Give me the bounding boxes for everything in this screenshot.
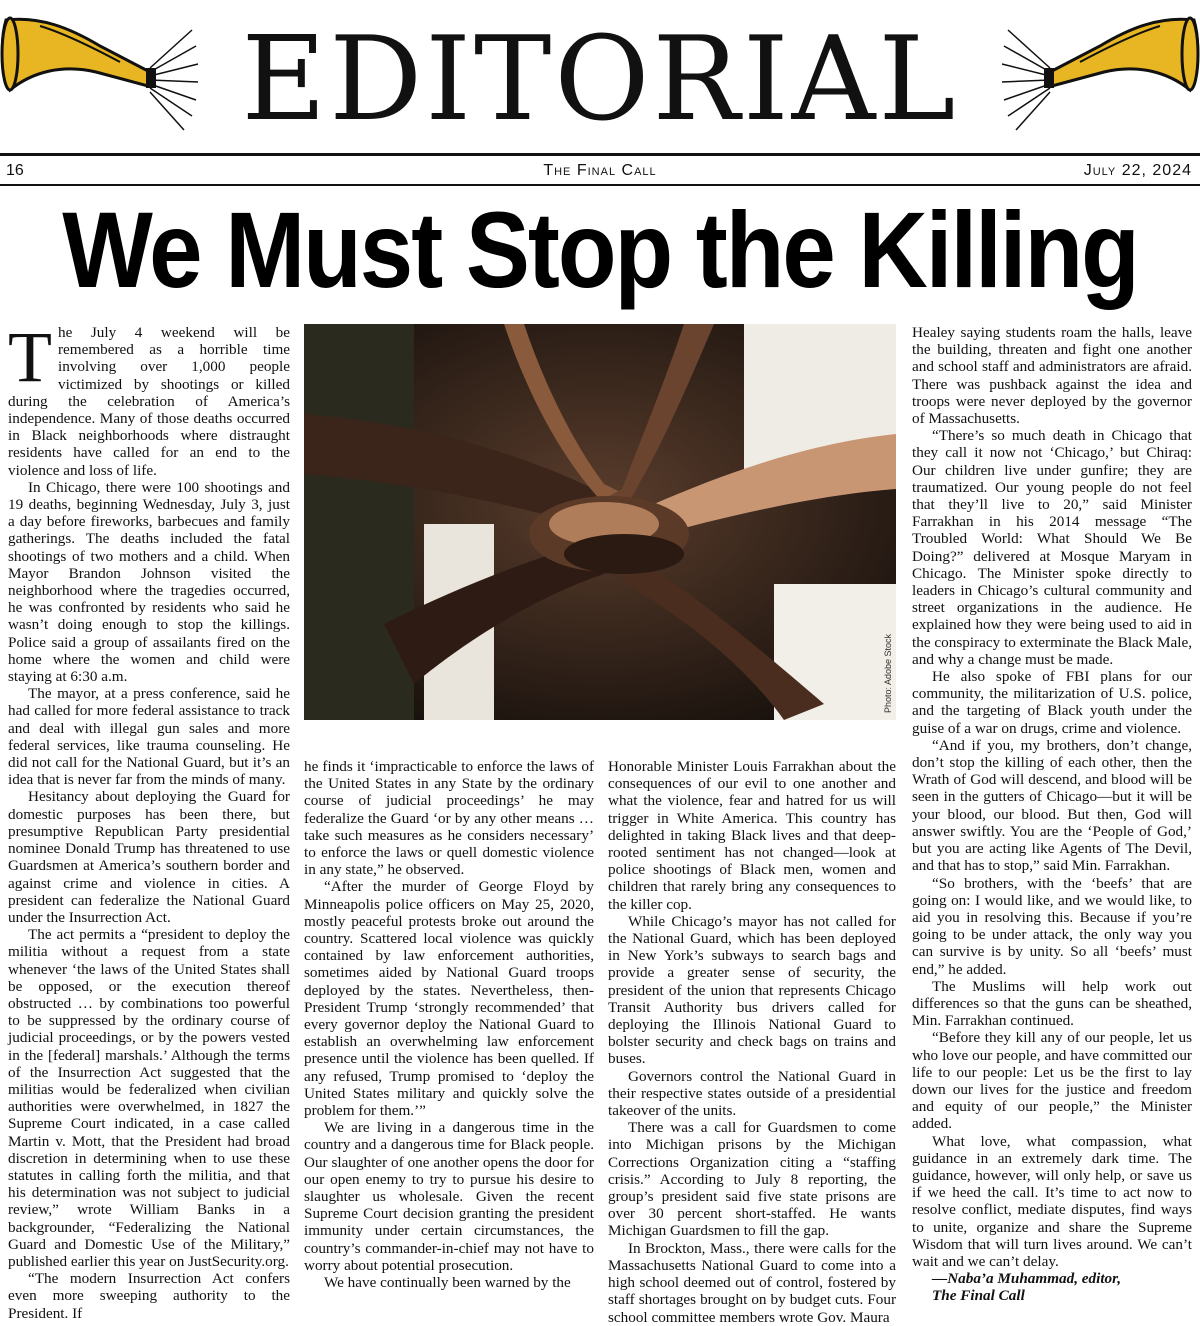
paragraph: Healey saying students roam the halls, leave the building, threaten and fight one another and school staff and administrators are afraid. There was pushback against the idea and troops were never deployed by the governor of Massachusetts.: [912, 324, 1192, 428]
paragraph: We have continually been warned by the: [324, 1274, 571, 1292]
paragraph: He also spoke of FBI plans for our community, the militarization of U.S. police, and the targeting of Black youth under the guise of a war on drugs, crime and violence.: [912, 668, 1192, 737]
paragraph: What love, what compassion, what guidance in an extremely dark time. The guidance, however, will only help, or save us if we heed the call. It’s time to act now to resolve conflict, mediate disputes, find ways to unite, organize and share the Supreme Wisdom that will turn lives around. We can’t wait and we can’t delay.: [912, 1132, 1192, 1270]
drop-cap: T: [8, 317, 52, 397]
paragraph: The act permits a “president to deploy the militia without a request from a state whenever ‘the laws of the United States shall be opposed, or the execution thereof obstructed … by combinations too powerful to be suppressed by the ordinary course of judicial proceedings, or by the powers vested in the [federal] marshals.’ Although the terms of the Insurrection Act suggested that the militias would be federalized when civilian authorities were overwhelmed, in 1827 the Supreme Court indicated, in a case called Martin v. Mott, that the President had broad discretion in determining when to use these statutes in calling forth the militia, and that his determination was not subject to judicial review,” wrote William Banks in a backgrounder, “Federalizing the National Guard and Domestic Use of the Military,” published earlier this year on JustSecurity.org.: [8, 926, 290, 1270]
paragraph: Governors control the National Guard in their respective states outside of a presidential takeover of the units.: [608, 1067, 896, 1120]
publication-name: The Final Call: [543, 162, 657, 179]
paragraph: The Muslims will help work out differences so that the guns can be sheathed, Min. Farrakhan continued.: [912, 977, 1192, 1030]
masthead-rule: [0, 153, 1200, 156]
article-column-3: [608, 758, 896, 1326]
paragraph: Hesitancy about deploying the Guard for domestic purposes has been there, but presumptive Republican Party presidential nominee Donald Trump has threatened to use Guardsmen at America’s southern border and against crime and violence in cities. A president can federalize the National Guard under the Insurrection Act.: [8, 788, 290, 926]
paragraph: “So brothers, with the ‘beefs’ that are going on: I would like, and we would like, to aid you in resolving this. Because if you’re going to be under attack, the only way you can survive is by unity. So all ‘beefs’ must end,” he added.: [912, 874, 1192, 978]
paragraph: In Brockton, Mass., there were calls for the Massachusetts National Guard to come into a high school deemed out of control, fostered by staff shortages brought on by budget cuts. Four school committee members wrote Gov. Maura: [608, 1239, 896, 1326]
paragraph: “After the murder of George Floyd by Minneapolis police officers on May 25, 2020, mostly peaceful protests broke out around the country. Scattered local violence was quickly contained by law enforcement authorities, sometimes aided by National Guard troops deployed by the states. Nevertheless, then-President Trump ‘strongly recommended’ that every governor deploy the National Guard to establish an overwhelming law enforcement presence until the violence has been quelled. If any refused, Trump promised to ‘deploy the United States military and quickly solve the problem for them.’”: [304, 878, 594, 1120]
trumpet-right-icon: [1000, 6, 1200, 136]
paragraph: While Chicago’s mayor has not called for the National Guard, which has been deployed in New York’s subways to search bags and provide a greater sense of security, the president of the union that represents Chicago Transit Authority bus drivers called for deploying the Illinois National Guard to bolster security and check bags on trains and buses.: [608, 912, 896, 1068]
masthead: [0, 0, 1200, 158]
article-column-4: [912, 324, 1192, 1305]
issue-date: July 22, 2024: [1083, 162, 1192, 179]
photo-credit: Photo: Adobe Stock: [883, 633, 893, 713]
masthead-title: EDITORIAL: [241, 12, 959, 147]
article-column-2: [304, 758, 594, 1296]
paragraph: The July 4 weekend will be remembered as a horrible time involving over 1,000 people victimized by shootings or killed during the celebration of America’s independence. Many of those deaths occurred in Black neighborhoods where distraught residents have called for an end to the violence and loss of life.: [8, 317, 290, 479]
paragraph: We are living in a dangerous time in the country and a dangerous time for Black people. Our slaughter of one another opens the door for our open enemy to try to pursue his desire to slaughter us wholesale. Given the recent Supreme Court decision granting the president immunity under certain circumstances, the country’s commander-in-chief may not have to worry about potential prosecution.: [304, 1119, 594, 1274]
paragraph: “And if you, my brothers, don’t change, don’t stop the killing of each other, then the Wrath of God will descend, and blood will be seen in the gutters of Chicago—but it will be your blood, our blood. But then, God will answer swiftly. You are the ‘People of God,’ but you are acting like Agents of The Devil, and that has to stop,” said Min. Farrakhan.: [912, 736, 1192, 875]
paragraph: “There’s so much death in Chicago that they call it now not ‘Chicago,’ but Chiraq: Our children live under gunfire; they are traumatized. Our young people do not feel that they’ll live to 20,” said Minister Farrakhan in his 2014 message “The Troubled World: What Should We Be Doing?” delivered at Mosque Maryam in Chicago. The Minister spoke directly to leaders in Chicago’s cultural community and street organizations in the audience. He explained how they were being used to aid in the conspiracy to exterminate the Black Male, and why a change must be made.: [912, 427, 1192, 668]
paragraph: he finds it ‘impracticable to enforce the laws of the United States in any State by the ordinary course of judicial proceedings’ he may federalize the Guard ‘or by any other means … take such measures as he considers necessary’ to enforce the laws or quell domestic violence in any state,” he observed.: [304, 758, 594, 879]
paragraph: In Chicago, there were 100 shootings and 19 deaths, beginning Wednesday, July 3, just a day before fireworks, barbecues and family gatherings. The deaths included the fatal shootings of two mothers and a child. When Mayor Brandon Johnson visited the neighborhood where the tragedies occurred, he was confronted by residents who said he wasn’t doing enough to stop the killings. Police said a group of assailants fired on the home where the women and child were staying at 6:30 a.m.: [8, 478, 290, 686]
page-number: 16: [6, 162, 24, 179]
hands-photo: [304, 324, 896, 720]
stacked-hands-image: [304, 324, 896, 720]
paragraph: The mayor, at a press conference, said he had called for more federal assistance to track and deal with illegal gun sales and more federal services, like trauma counseling. He did not call for the National Guard, but it’s an idea that is never far from the minds of many.: [8, 685, 290, 789]
headline: We Must Stop the Killing: [62, 190, 1138, 311]
signature-line-2: The Final Call: [932, 1287, 1025, 1305]
signature-line-1: —Naba’a Muhammad, editor,: [932, 1270, 1122, 1288]
article-column-1: [8, 317, 290, 1322]
paragraph: There was a call for Guardsmen to come into Michigan prisons by the Michigan Corrections Organization citing a “staffing crisis.” According to July 8 reporting, the group’s president said five state prisons are over 30 percent short-staffed. He wants Michigan Guardsmen to fill the gap.: [608, 1119, 896, 1240]
paragraph: “Before they kill any of our people, let us who love our people, and have committed our life to our people: Let us be the first to lay down our lives for the justice and freedom and equity of our people,” the Minister added.: [912, 1029, 1192, 1133]
trumpet-left-icon: [0, 6, 200, 136]
paragraph: “The modern Insurrection Act confers even more sweeping authority to the President. If: [8, 1270, 290, 1322]
paragraph: Honorable Minister Louis Farrakhan about the consequences of our evil to one another and what the violence, fear and hatred for us will trigger in White America. This country has delighted in taking Black lives and that deep-rooted sentiment has not changed—look at police shootings of Black men, women and children that rarely bring any consequences to the killer cop.: [608, 758, 896, 913]
